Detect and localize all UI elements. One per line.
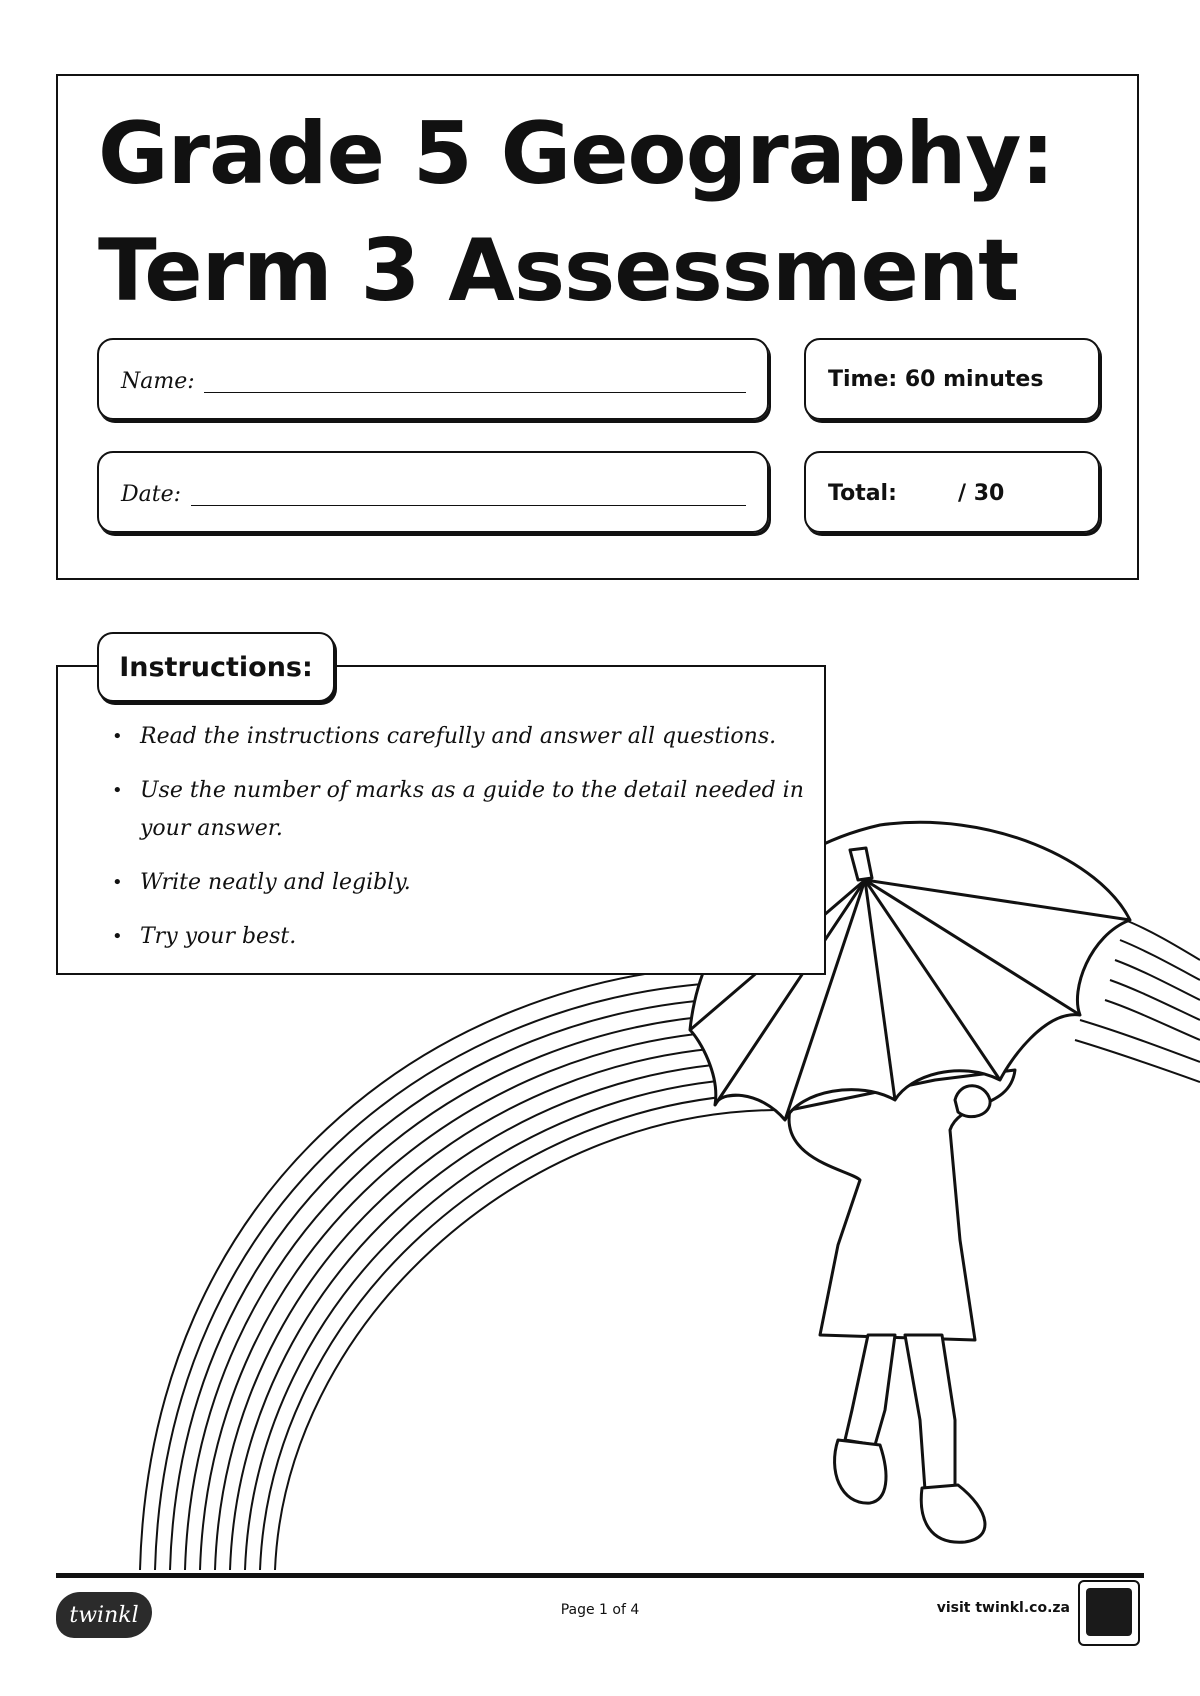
name-label: Name: <box>121 369 195 394</box>
title-line-2: Term 3 Assessment <box>98 221 1019 321</box>
footer-rule <box>56 1573 1144 1578</box>
total-value: / 30 <box>958 481 1005 506</box>
instruction-item: • Try your best. <box>108 918 808 956</box>
visit-link[interactable]: visit twinkl.co.za <box>936 1600 1070 1616</box>
instruction-item: • Write neatly and legibly. <box>108 864 808 902</box>
total-label: Total: <box>828 481 897 506</box>
seal-inner <box>1086 1588 1132 1636</box>
twinkl-logo[interactable]: twinkl <box>56 1592 152 1638</box>
instruction-item: • Read the instructions carefully and answer all questions. <box>108 718 808 756</box>
instruction-item: • Use the number of marks as a guide to the detail needed in your answer. <box>108 772 808 848</box>
instructions-list <box>108 718 808 972</box>
time-text: Time: 60 minutes <box>828 367 1044 392</box>
quality-seal-icon <box>1078 1580 1140 1646</box>
instructions-heading: Instructions: <box>97 632 335 702</box>
date-label: Date: <box>121 482 182 507</box>
page-number: Page 1 of 4 <box>560 1602 640 1618</box>
title-line-1: Grade 5 Geography: <box>98 104 1054 204</box>
